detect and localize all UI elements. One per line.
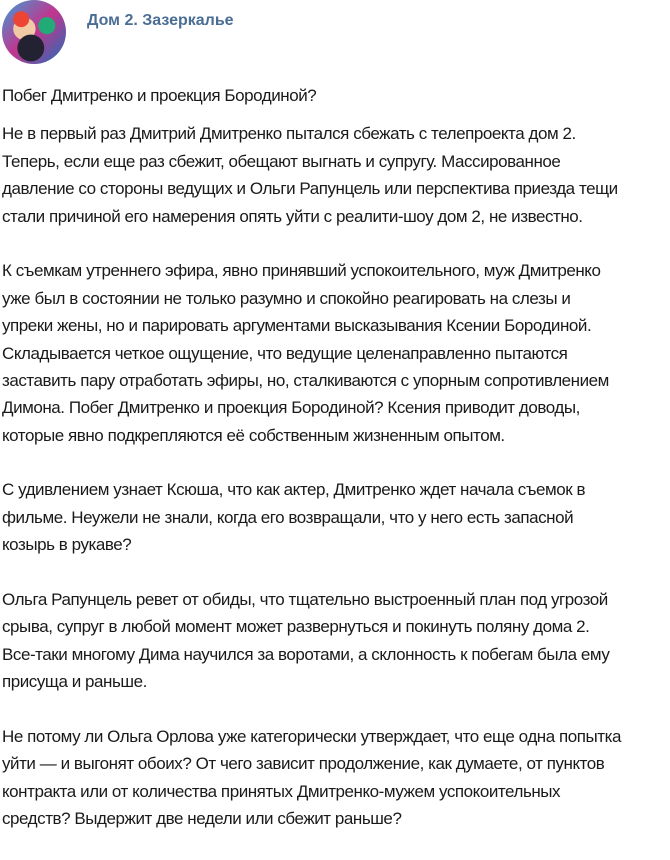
paragraph-line: Теперь, если еще раз сбежит, обещают выгнать и супругу. Массированное [2, 151, 561, 171]
paragraph-line: которые явно подкрепляются её собственным жизненным опытом. [2, 425, 505, 445]
paragraph-line: заставить пару отработать эфиры, но, сталкиваются с упорным сопротивлением [2, 370, 609, 390]
paragraph-line: Все-таки многому Дима научился за воротами, а склонность к побегам была ему [2, 644, 610, 664]
post-paragraph [2, 257, 668, 449]
paragraph-line: козырь в рукаве? [2, 535, 132, 555]
paragraph-line: упреки жены, но и парировать аргументами высказывания Ксении Бородиной. [2, 316, 592, 336]
post-paragraph [2, 586, 668, 696]
paragraph-line: уже был в состоянии не только разумно и спокойно реагировать на слезы и [2, 288, 571, 308]
group-title[interactable]: Дом 2. Зазеркалье [87, 12, 234, 29]
post-heading: Побег Дмитренко и проекция Бородиной? [2, 86, 317, 105]
post-header [0, 0, 670, 70]
post-paragraph [2, 476, 668, 558]
paragraph-line: стали причиной его намерения опять уйти с реалити-шоу дом 2, не известно. [2, 206, 583, 226]
paragraph-line: присуща и раньше. [2, 672, 147, 692]
paragraph-line: Не в первый раз Дмитрий Дмитренко пытался сбежать с телепроекта дом 2. [2, 124, 576, 144]
paragraph-line: Складывается четкое ощущение, что ведущие целенаправленно пытаются [2, 343, 568, 363]
paragraph-line: давление со стороны ведущих и Ольги Рапунцель или перспектива приезда тещи [2, 179, 618, 199]
paragraph-line: средств? Выдержит две недели или сбежит раньше? [2, 809, 402, 829]
paragraph-line: уйти — и выгонят обоих? От чего зависит продолжение, как думаете, от пунктов [2, 754, 605, 774]
paragraph-line: контракта или от количества принятых Дмитренко-мужем успокоительных [2, 781, 561, 801]
paragraph-line: С удивлением узнает Ксюша, что как актер, Дмитренко ждет начала съемок в [2, 480, 586, 500]
post-content [2, 82, 668, 860]
paragraph-line: Ольга Рапунцель ревет от обиды, что тщательно выстроенный план под угрозой [2, 590, 608, 610]
post-paragraph [2, 723, 668, 833]
group-avatar[interactable] [2, 0, 66, 64]
paragraph-line: срыва, супруг в любой момент может развернуться и покинуть поляну дома 2. [2, 617, 590, 637]
paragraph-line: К съемкам утреннего эфира, явно принявший успокоительного, муж Дмитренко [2, 261, 601, 281]
paragraph-line: Димона. Побег Дмитренко и проекция Бородиной? Ксения приводит доводы, [2, 398, 580, 418]
post-paragraph [2, 120, 668, 230]
paragraph-line: Не потому ли Ольга Орлова уже категорически утверждает, что еще одна попытка [2, 726, 621, 746]
paragraph-line: фильме. Неужели не знали, когда его возвращали, что у него есть запасной [2, 507, 574, 527]
